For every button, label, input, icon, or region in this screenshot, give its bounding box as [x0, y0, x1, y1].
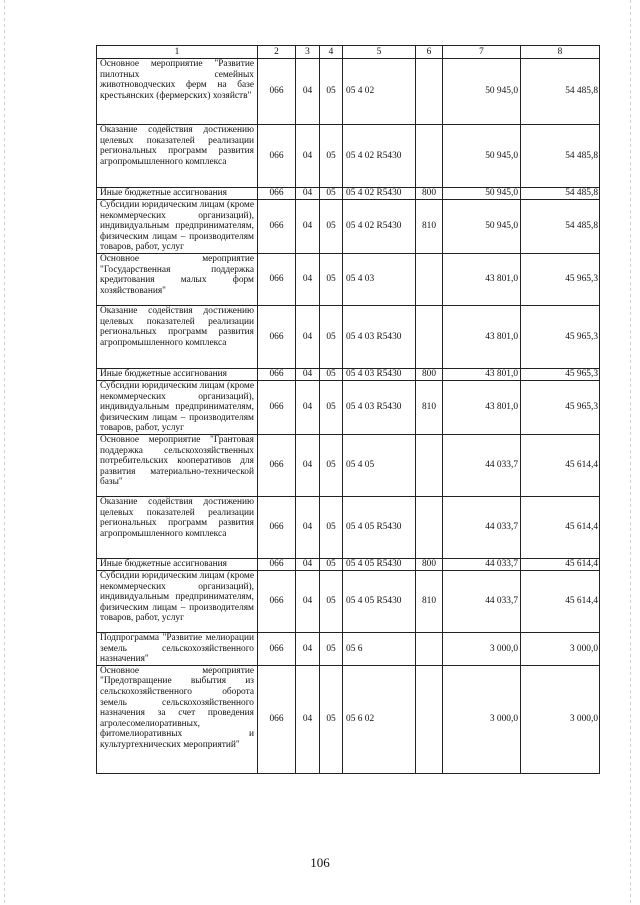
- amount-cell: 45 614,4: [521, 571, 600, 633]
- vr-code-cell: 810: [416, 200, 443, 254]
- amount-cell: 45 965,3: [521, 306, 600, 369]
- vr-code-cell: [416, 125, 443, 188]
- table-row: [97, 381, 600, 435]
- table-row: [97, 306, 600, 369]
- table-row: [97, 254, 600, 306]
- csr-code-cell: 05 4 02 R5430: [343, 188, 416, 200]
- pr-code-cell: 05: [320, 200, 343, 254]
- vr-code-cell: [416, 435, 443, 497]
- column-header: 8: [521, 46, 600, 59]
- gr-code-cell: 066: [258, 369, 296, 381]
- rz-code-cell: 04: [296, 254, 320, 306]
- row-name-cell: Основное мероприятие "Грантовая поддержка сельскохозяйственных потребительских кооперативов для развития материально-технической базы": [97, 435, 258, 497]
- row-name-cell: Субсидии юридическим лицам (кроме некоммерческих организаций), индивидуальным предпринимателям, физическим лицам – производителям товаров, работ, услуг: [97, 200, 258, 254]
- amount-cell: 45 965,3: [521, 381, 600, 435]
- csr-code-cell: 05 4 05 R5430: [343, 559, 416, 571]
- gr-code-cell: 066: [258, 665, 296, 773]
- row-name-cell: Иные бюджетные ассигнования: [97, 559, 258, 571]
- table-row: [97, 559, 600, 571]
- amount-cell: 50 945,0: [443, 200, 521, 254]
- row-name-cell: Оказание содействия достижению целевых показателей реализации региональных программ развития агропромышленного комплекса: [97, 306, 258, 369]
- amount-cell: 43 801,0: [443, 254, 521, 306]
- amount-cell: 54 485,8: [521, 125, 600, 188]
- csr-code-cell: 05 4 05 R5430: [343, 497, 416, 559]
- amount-cell: 3 000,0: [443, 633, 521, 666]
- column-header: 4: [320, 46, 343, 59]
- csr-code-cell: 05 4 03: [343, 254, 416, 306]
- column-header: 3: [296, 46, 320, 59]
- vr-code-cell: [416, 633, 443, 666]
- table-row: [97, 200, 600, 254]
- gr-code-cell: 066: [258, 497, 296, 559]
- gr-code-cell: 066: [258, 59, 296, 125]
- page-edge-right: [630, 0, 631, 905]
- rz-code-cell: 04: [296, 369, 320, 381]
- vr-code-cell: [416, 59, 443, 125]
- row-name-cell: Подпрограмма "Развитие мелиорации земель сельскохозяйственного назначения": [97, 633, 258, 666]
- amount-cell: 45 614,4: [521, 497, 600, 559]
- rz-code-cell: 04: [296, 633, 320, 666]
- pr-code-cell: 05: [320, 188, 343, 200]
- table-body: [97, 46, 600, 774]
- vr-code-cell: [416, 665, 443, 773]
- amount-cell: 3 000,0: [521, 665, 600, 773]
- pr-code-cell: 05: [320, 497, 343, 559]
- rz-code-cell: 04: [296, 381, 320, 435]
- gr-code-cell: 066: [258, 559, 296, 571]
- gr-code-cell: 066: [258, 435, 296, 497]
- csr-code-cell: 05 4 05 R5430: [343, 571, 416, 633]
- rz-code-cell: 04: [296, 559, 320, 571]
- csr-code-cell: 05 4 02 R5430: [343, 125, 416, 188]
- row-name-cell: Иные бюджетные ассигнования: [97, 369, 258, 381]
- page-edge-left: [4, 0, 5, 905]
- pr-code-cell: 05: [320, 633, 343, 666]
- gr-code-cell: 066: [258, 381, 296, 435]
- vr-code-cell: 810: [416, 571, 443, 633]
- row-name-cell: Иные бюджетные ассигнования: [97, 188, 258, 200]
- pr-code-cell: 05: [320, 306, 343, 369]
- vr-code-cell: 810: [416, 381, 443, 435]
- table-row: [97, 665, 600, 773]
- amount-cell: 45 614,4: [521, 435, 600, 497]
- gr-code-cell: 066: [258, 200, 296, 254]
- pr-code-cell: 05: [320, 435, 343, 497]
- csr-code-cell: 05 4 03 R5430: [343, 369, 416, 381]
- gr-code-cell: 066: [258, 571, 296, 633]
- column-header: 1: [97, 46, 258, 59]
- rz-code-cell: 04: [296, 497, 320, 559]
- pr-code-cell: 05: [320, 665, 343, 773]
- table-row: [97, 125, 600, 188]
- gr-code-cell: 066: [258, 254, 296, 306]
- csr-code-cell: 05 4 03 R5430: [343, 306, 416, 369]
- pr-code-cell: 05: [320, 571, 343, 633]
- amount-cell: 43 801,0: [443, 306, 521, 369]
- rz-code-cell: 04: [296, 59, 320, 125]
- csr-code-cell: 05 6 02: [343, 665, 416, 773]
- amount-cell: 54 485,8: [521, 200, 600, 254]
- row-name-cell: Основное мероприятие "Предотвращение выбытия из сельскохозяйственного оборота земель сельскохозяйственного назначения за счет проведения агролесомелиоративных, фитомелиоративных и культуртехнических мероприятий": [97, 665, 258, 773]
- amount-cell: 44 033,7: [443, 571, 521, 633]
- vr-code-cell: [416, 306, 443, 369]
- pr-code-cell: 05: [320, 125, 343, 188]
- amount-cell: 3 000,0: [521, 633, 600, 666]
- amount-cell: 45 614,4: [521, 559, 600, 571]
- pr-code-cell: 05: [320, 369, 343, 381]
- table-row: [97, 435, 600, 497]
- amount-cell: 54 485,8: [521, 188, 600, 200]
- pr-code-cell: 05: [320, 559, 343, 571]
- csr-code-cell: 05 4 03 R5430: [343, 381, 416, 435]
- amount-cell: 45 965,3: [521, 254, 600, 306]
- amount-cell: 54 485,8: [521, 59, 600, 125]
- column-header: 5: [343, 46, 416, 59]
- rz-code-cell: 04: [296, 435, 320, 497]
- rz-code-cell: 04: [296, 306, 320, 369]
- amount-cell: 50 945,0: [443, 125, 521, 188]
- pr-code-cell: 05: [320, 381, 343, 435]
- pr-code-cell: 05: [320, 254, 343, 306]
- table-row: [97, 369, 600, 381]
- row-name-cell: Оказание содействия достижению целевых показателей реализации региональных программ развития агропромышленного комплекса: [97, 497, 258, 559]
- vr-code-cell: [416, 497, 443, 559]
- rz-code-cell: 04: [296, 200, 320, 254]
- amount-cell: 50 945,0: [443, 188, 521, 200]
- table-row: [97, 633, 600, 666]
- amount-cell: 44 033,7: [443, 435, 521, 497]
- vr-code-cell: 800: [416, 559, 443, 571]
- csr-code-cell: 05 4 02 R5430: [343, 200, 416, 254]
- row-name-cell: Оказание содействия достижению целевых показателей реализации региональных программ развития агропромышленного комплекса: [97, 125, 258, 188]
- table-header-row: [97, 46, 600, 59]
- csr-code-cell: 05 6: [343, 633, 416, 666]
- budget-table: [96, 45, 600, 774]
- amount-cell: 44 033,7: [443, 497, 521, 559]
- column-header: 2: [258, 46, 296, 59]
- row-name-cell: Субсидии юридическим лицам (кроме некоммерческих организаций), индивидуальным предпринимателям, физическим лицам – производителям товаров, работ, услуг: [97, 571, 258, 633]
- amount-cell: 50 945,0: [443, 59, 521, 125]
- amount-cell: 45 965,3: [521, 369, 600, 381]
- csr-code-cell: 05 4 05: [343, 435, 416, 497]
- amount-cell: 44 033,7: [443, 559, 521, 571]
- rz-code-cell: 04: [296, 571, 320, 633]
- rz-code-cell: 04: [296, 125, 320, 188]
- table-row: [97, 59, 600, 125]
- vr-code-cell: 800: [416, 188, 443, 200]
- vr-code-cell: [416, 254, 443, 306]
- amount-cell: 43 801,0: [443, 369, 521, 381]
- vr-code-cell: 800: [416, 369, 443, 381]
- row-name-cell: Субсидии юридическим лицам (кроме некоммерческих организаций), индивидуальным предпринимателям, физическим лицам – производителям товаров, работ, услуг: [97, 381, 258, 435]
- gr-code-cell: 066: [258, 125, 296, 188]
- csr-code-cell: 05 4 02: [343, 59, 416, 125]
- row-name-cell: Основное мероприятие "Развитие пилотных семейных животноводческих ферм на базе крестьянских (фермерских) хозяйств": [97, 59, 258, 125]
- column-header: 6: [416, 46, 443, 59]
- rz-code-cell: 04: [296, 188, 320, 200]
- amount-cell: 3 000,0: [443, 665, 521, 773]
- row-name-cell: Основное мероприятие "Государственная поддержка кредитования малых форм хозяйствования": [97, 254, 258, 306]
- table-row: [97, 497, 600, 559]
- column-header: 7: [443, 46, 521, 59]
- pr-code-cell: 05: [320, 59, 343, 125]
- table-row: [97, 188, 600, 200]
- gr-code-cell: 066: [258, 188, 296, 200]
- table-row: [97, 571, 600, 633]
- rz-code-cell: 04: [296, 665, 320, 773]
- page-number: 106: [310, 855, 330, 870]
- gr-code-cell: 066: [258, 306, 296, 369]
- gr-code-cell: 066: [258, 633, 296, 666]
- amount-cell: 43 801,0: [443, 381, 521, 435]
